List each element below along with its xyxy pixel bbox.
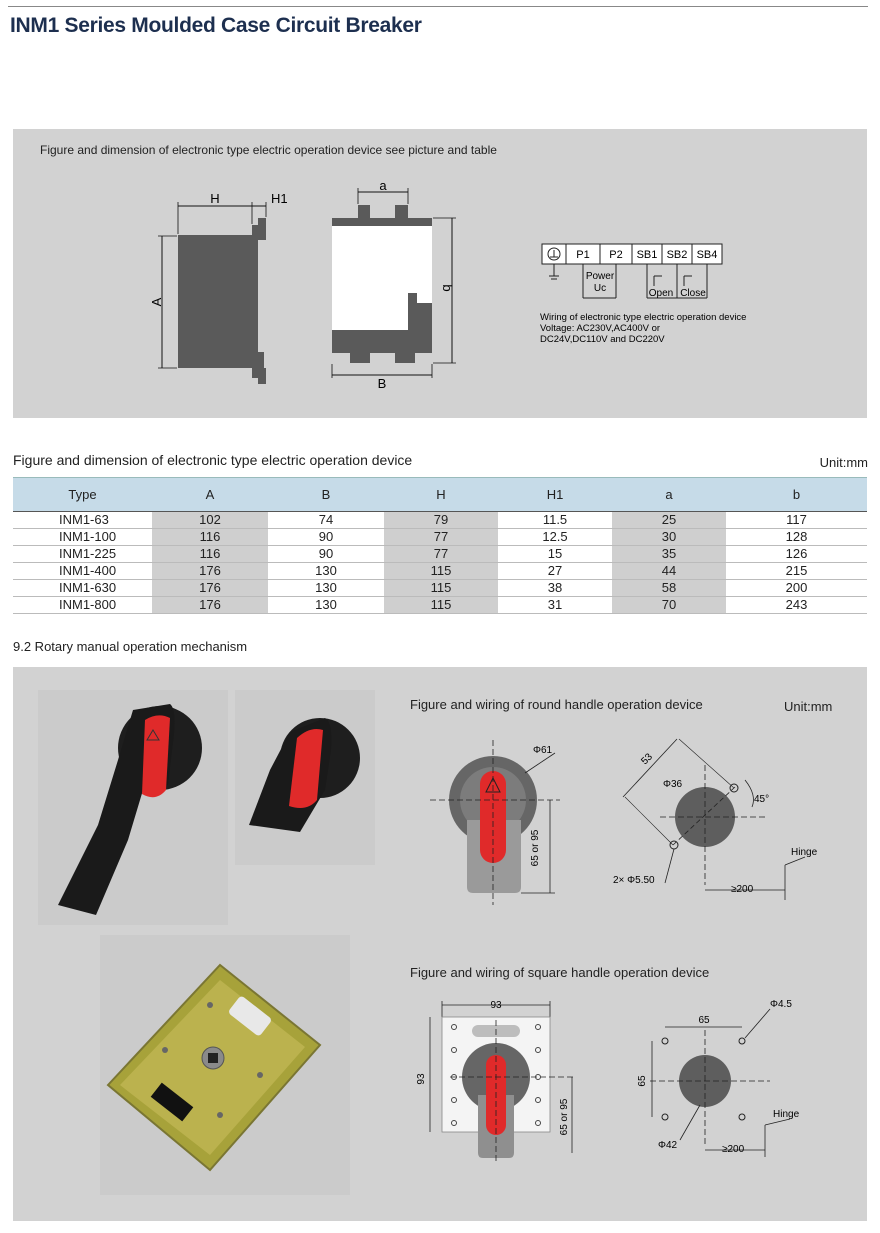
table-row xyxy=(13,512,867,529)
dim-label-H1: H1 xyxy=(271,191,288,206)
long-handle-image xyxy=(38,690,228,925)
cell: 243 xyxy=(726,597,867,614)
round-dim-ge200: ≥200 xyxy=(731,884,754,895)
electronic-figure-caption: Figure and dimension of electronic type electric operation device see picture and table xyxy=(40,143,497,157)
dim-label-B: B xyxy=(377,376,387,391)
table-row xyxy=(13,580,867,597)
square-dim-65-horizontal: 65 xyxy=(698,1015,710,1026)
section-title-rotary: 9.2 Rotary manual operation mechanism xyxy=(13,639,248,654)
round-dim-phi36: Φ36 xyxy=(663,779,683,790)
power-label: Power xyxy=(585,271,615,282)
front-view-drawing xyxy=(320,178,470,391)
cell: 74 xyxy=(268,512,384,529)
cell: 27 xyxy=(498,563,612,580)
cell-type: INM1-63 xyxy=(13,512,152,529)
col-header-a: a xyxy=(612,478,726,512)
cell-type: INM1-800 xyxy=(13,597,152,614)
round-dim-holes: 2× Φ5.50 xyxy=(613,875,655,886)
cell: 176 xyxy=(152,580,268,597)
dim-label-b: b xyxy=(440,284,455,292)
cell: 115 xyxy=(384,597,498,614)
cell: 12.5 xyxy=(498,529,612,546)
table-row xyxy=(13,529,867,546)
cell: 116 xyxy=(152,529,268,546)
wiring-diagram xyxy=(538,240,768,350)
wiring-note-3: DC24V,DC110V and DC220V xyxy=(540,334,665,345)
cell: 25 xyxy=(612,512,726,529)
cell-type: INM1-400 xyxy=(13,563,152,580)
table-title: Figure and dimension of electronic type electric operation device xyxy=(13,452,413,468)
col-header-H1: H1 xyxy=(498,478,612,512)
col-header-H: H xyxy=(384,478,498,512)
cell: 35 xyxy=(612,546,726,563)
cell: 115 xyxy=(384,580,498,597)
short-handle-image xyxy=(235,690,375,865)
square-dim-length: 65 or 95 xyxy=(559,1098,570,1136)
cell: 77 xyxy=(384,546,498,563)
round-hinge-label: Hinge xyxy=(791,847,818,858)
round-handle-caption: Figure and wiring of round handle operation device xyxy=(410,697,703,712)
cell: 44 xyxy=(612,563,726,580)
cell: 116 xyxy=(152,546,268,563)
square-dim-w93: 93 xyxy=(490,1000,502,1011)
cell: 11.5 xyxy=(498,512,612,529)
dim-label-H: H xyxy=(210,191,220,206)
col-header-B: B xyxy=(268,478,384,512)
round-handle-unit: Unit:mm xyxy=(784,699,833,714)
wiring-note-2: Voltage: AC230V,AC400V or xyxy=(540,323,661,334)
square-dim-phi45: Φ4.5 xyxy=(770,999,792,1010)
round-dim-53: 53 xyxy=(639,751,655,768)
round-dim-length: 65 or 95 xyxy=(530,829,541,867)
square-hinge-label: Hinge xyxy=(773,1109,800,1120)
terminal-sb4: SB4 xyxy=(696,249,718,261)
square-dim-phi42: Φ42 xyxy=(658,1140,678,1151)
table-header-row xyxy=(13,478,867,512)
cell: 200 xyxy=(726,580,867,597)
round-dim-45deg: 45° xyxy=(754,794,770,805)
table-unit: Unit:mm xyxy=(819,455,868,470)
col-header-b: b xyxy=(726,478,867,512)
cell: 70 xyxy=(612,597,726,614)
cell-type: INM1-225 xyxy=(13,546,152,563)
square-cutout-drawing xyxy=(630,995,830,1165)
cell: 128 xyxy=(726,529,867,546)
cell: 130 xyxy=(268,563,384,580)
dimension-table xyxy=(13,477,867,614)
cell: 30 xyxy=(612,529,726,546)
terminal-p2: P2 xyxy=(609,249,623,261)
cell: 31 xyxy=(498,597,612,614)
top-rule xyxy=(8,6,868,7)
cell: 90 xyxy=(268,546,384,563)
square-handle-caption: Figure and wiring of square handle operation device xyxy=(410,965,710,980)
cell: 102 xyxy=(152,512,268,529)
terminal-sb2: SB2 xyxy=(666,249,688,261)
table-row xyxy=(13,546,867,563)
cell: 130 xyxy=(268,597,384,614)
cell-type: INM1-630 xyxy=(13,580,152,597)
square-dim-h93: 93 xyxy=(416,1073,427,1085)
cell: 215 xyxy=(726,563,867,580)
cell: 117 xyxy=(726,512,867,529)
cell: 176 xyxy=(152,597,268,614)
cell: 115 xyxy=(384,563,498,580)
col-header-A: A xyxy=(152,478,268,512)
side-view-drawing xyxy=(140,190,290,390)
terminal-sb1: SB1 xyxy=(636,249,658,261)
table-row xyxy=(13,563,867,580)
cell: 126 xyxy=(726,546,867,563)
square-dim-65-vertical: 65 xyxy=(637,1075,648,1087)
dim-label-A: A xyxy=(149,297,164,307)
cell: 58 xyxy=(612,580,726,597)
cell: 90 xyxy=(268,529,384,546)
round-dim-phi61: Φ61 xyxy=(533,745,553,756)
col-header-type: Type xyxy=(13,478,152,512)
cell: 79 xyxy=(384,512,498,529)
cell: 38 xyxy=(498,580,612,597)
square-handle-drawing xyxy=(410,995,585,1165)
terminal-p1: P1 xyxy=(576,249,590,261)
page-title: INM1 Series Moulded Case Circuit Breaker xyxy=(10,14,422,37)
round-cutout-drawing xyxy=(605,735,835,900)
cell: 15 xyxy=(498,546,612,563)
round-handle-drawing xyxy=(425,735,565,915)
dim-label-a: a xyxy=(379,178,387,193)
close-label: Close xyxy=(680,288,706,299)
cell-type: INM1-100 xyxy=(13,529,152,546)
cell: 77 xyxy=(384,529,498,546)
uc-label: Uc xyxy=(593,283,607,294)
cell: 176 xyxy=(152,563,268,580)
square-mechanism-image xyxy=(100,935,350,1195)
wiring-note-1: Wiring of electronic type electric operation device xyxy=(540,312,747,323)
square-dim-ge200: ≥200 xyxy=(722,1144,745,1155)
table-row xyxy=(13,597,867,614)
cell: 130 xyxy=(268,580,384,597)
open-label: Open xyxy=(648,288,674,299)
